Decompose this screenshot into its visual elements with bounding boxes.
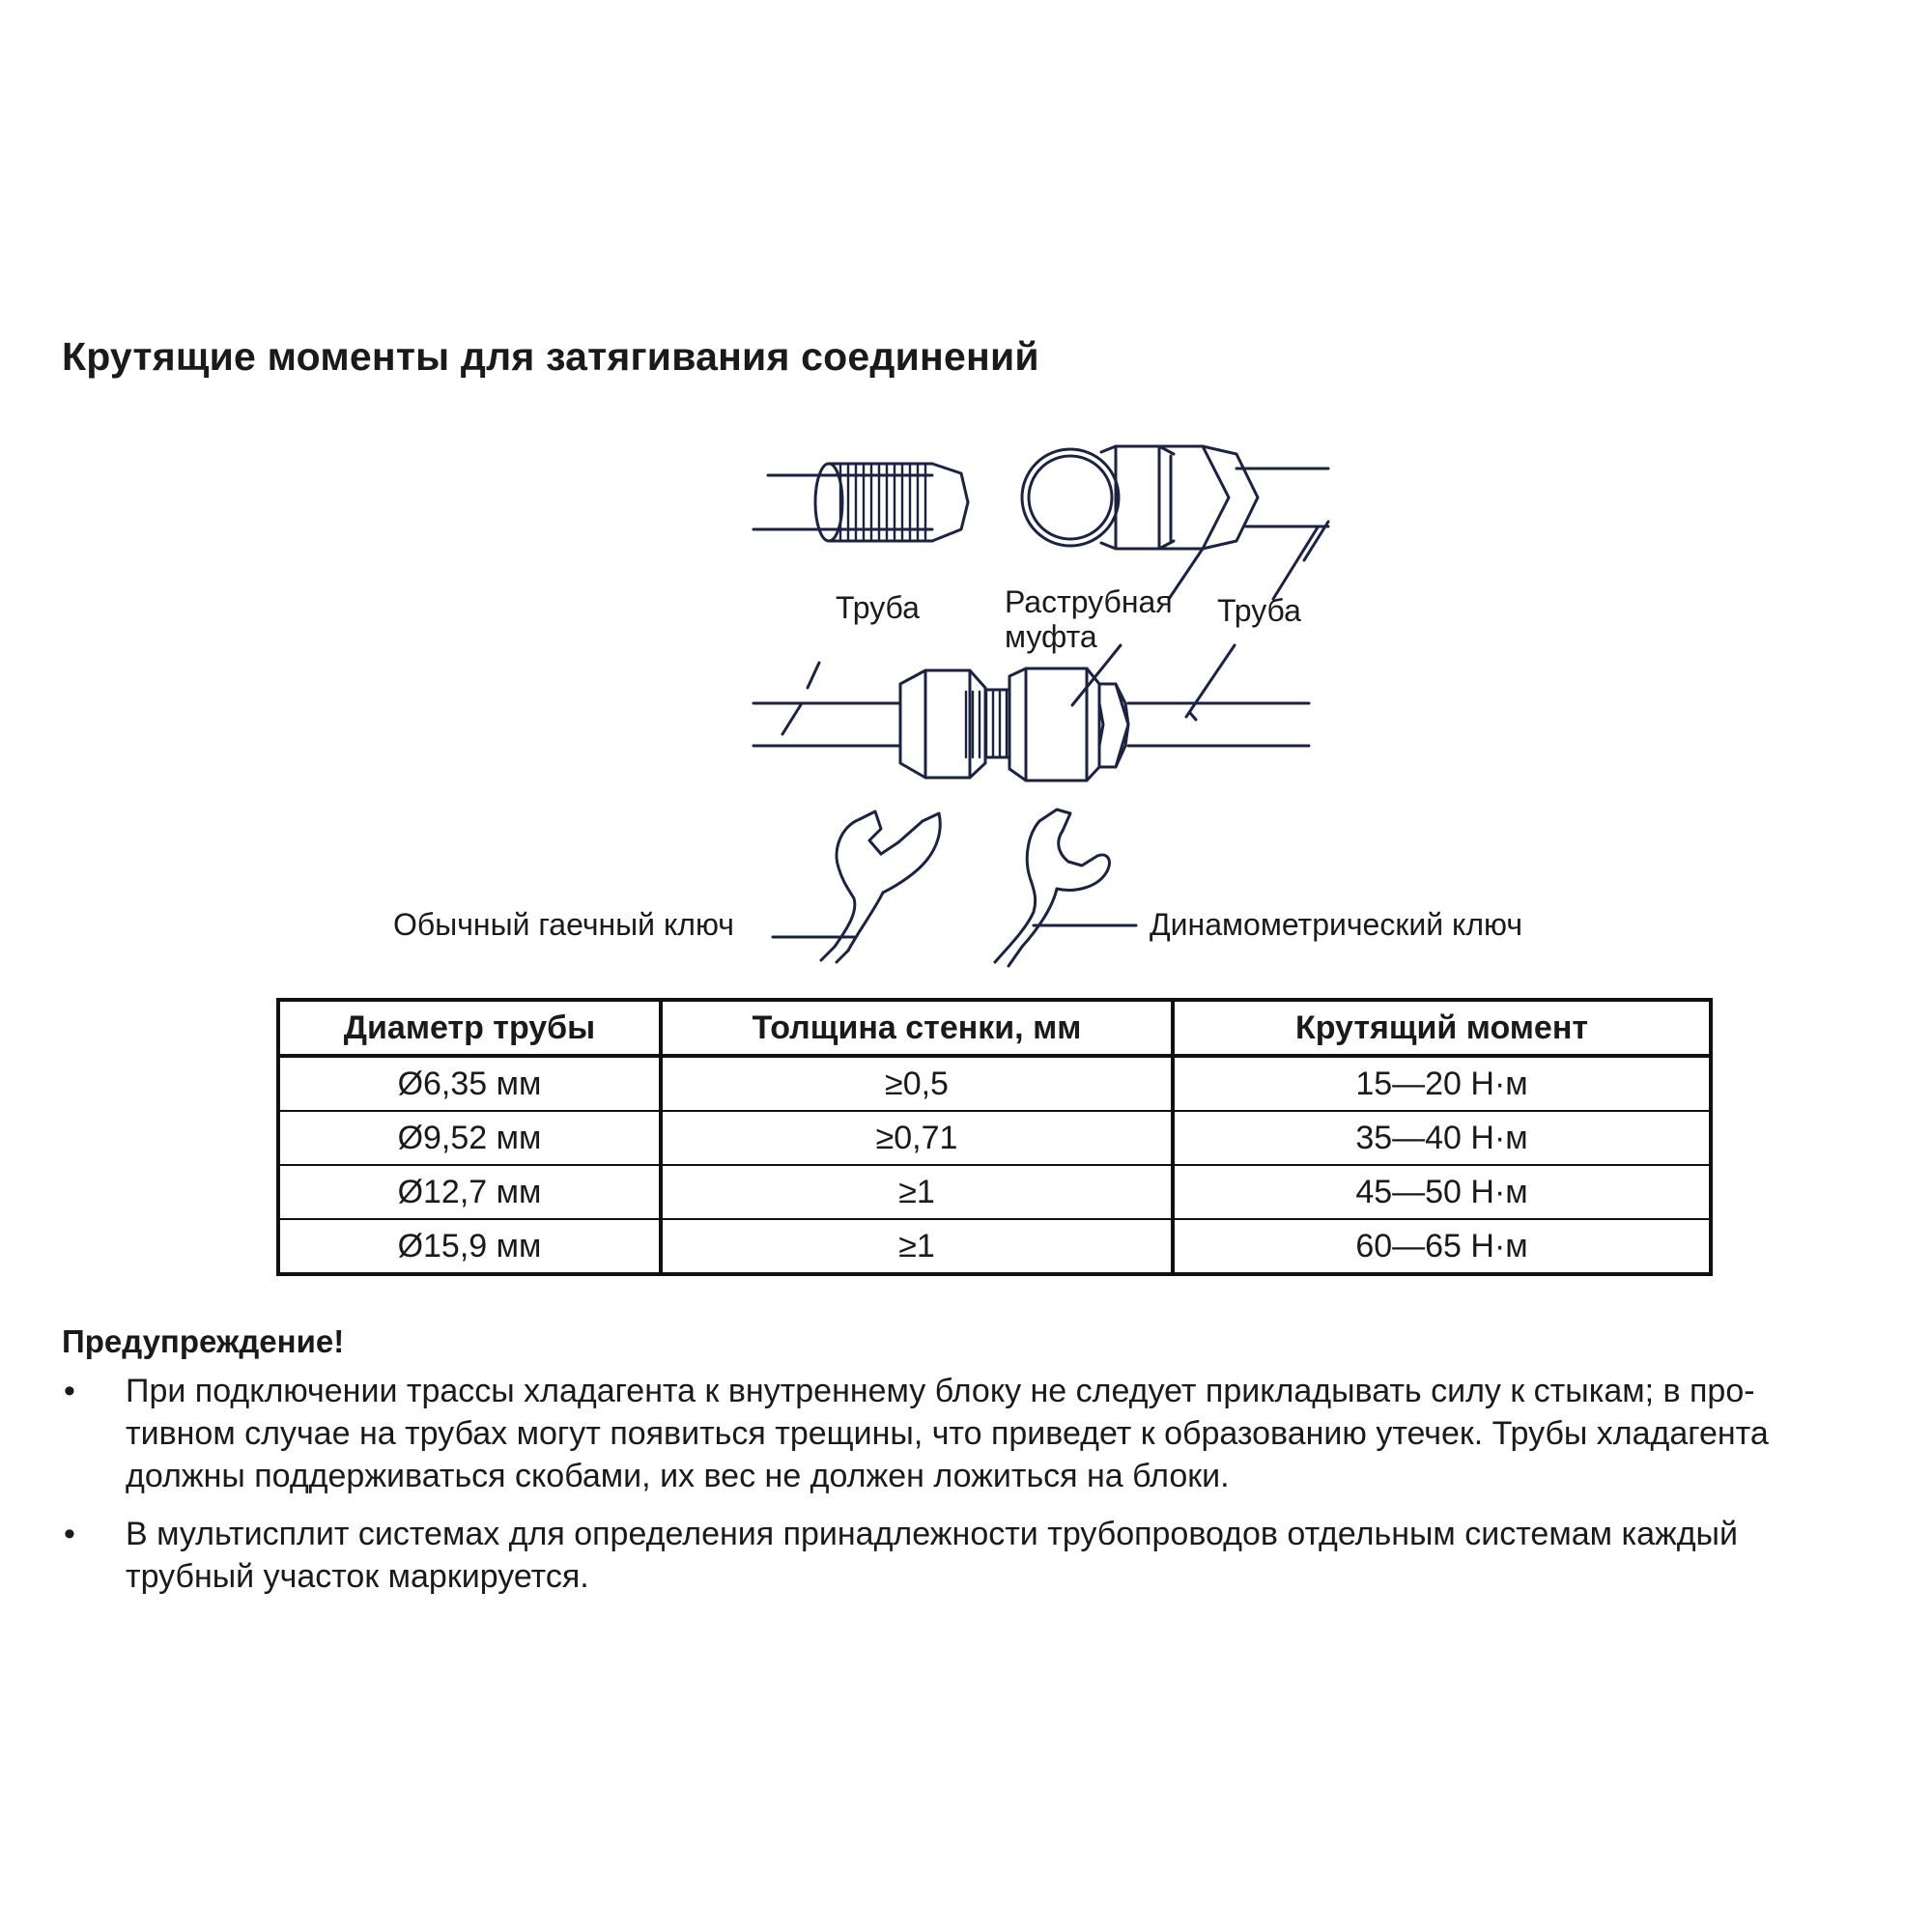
pipe-label-left: Труба [836, 590, 920, 625]
pipe-label-right: Труба [1217, 593, 1301, 628]
cell-diameter: Ø6,35 мм [278, 1056, 661, 1111]
cell-torque: 45—50 Н·м [1173, 1165, 1711, 1219]
bullet-icon: • [64, 1373, 75, 1409]
cell-torque: 15—20 Н·м [1173, 1056, 1711, 1111]
torque-wrench-label: Динамометрический ключ [1150, 907, 1522, 942]
torque-spec-table [276, 998, 1713, 1276]
open-wrench-label: Обычный гаечный ключ [393, 907, 734, 942]
cell-wall-thickness: ≥0,71 [661, 1111, 1173, 1165]
bullet-icon: • [64, 1516, 75, 1552]
open-wrench-illustration [773, 811, 940, 962]
header-wall-thickness: Толщина стенки, мм [661, 1000, 1173, 1056]
list-item [62, 1513, 1917, 1598]
cell-diameter: Ø9,52 мм [278, 1111, 661, 1165]
paragraph-line: В мультисплит системах для определения принадлежности трубопроводов отдельным системам каждый [126, 1516, 1738, 1552]
table-header-row [278, 1000, 1711, 1056]
flare-nut-label-line2: муфта [1005, 619, 1097, 654]
header-pipe-diameter: Диаметр трубы [278, 1000, 661, 1056]
paragraph-line: должны поддерживаться скобами, их вес не должен ложиться на блоки. [126, 1458, 1230, 1494]
flare-nut-illustration [1022, 446, 1328, 599]
paragraph-line: тивном случае на трубах могут появиться трещины, что приведет к образованию утечек. Трубы хладагента [126, 1415, 1769, 1452]
paragraph-line: При подключении трассы хладагента к внутреннему блоку не следует прикладывать силу к стыкам; в про- [126, 1373, 1755, 1409]
table-row [278, 1111, 1711, 1165]
table-row [278, 1056, 1711, 1111]
cell-wall-thickness: ≥1 [661, 1165, 1173, 1219]
warning-title: Предупреждение! [62, 1323, 345, 1359]
cell-wall-thickness: ≥0,5 [661, 1056, 1173, 1111]
table-row [278, 1219, 1711, 1274]
cell-diameter: Ø15,9 мм [278, 1219, 661, 1274]
warning-list [62, 1370, 1917, 1613]
torque-wrench-illustration [995, 810, 1136, 966]
page-title: Крутящие моменты для затягивания соединений [62, 334, 1039, 379]
list-item [62, 1370, 1917, 1497]
cell-wall-thickness: ≥1 [661, 1219, 1173, 1274]
threaded-pipe-illustration [753, 464, 968, 541]
flare-nut-label-line1: Раструбная [1005, 584, 1173, 619]
paragraph-line: трубный участок маркируется. [126, 1558, 589, 1595]
table-row [278, 1165, 1711, 1219]
cell-torque: 35—40 Н·м [1173, 1111, 1711, 1165]
cell-torque: 60—65 Н·м [1173, 1219, 1711, 1274]
cell-diameter: Ø12,7 мм [278, 1165, 661, 1219]
assembled-connection-illustration [753, 645, 1309, 781]
header-torque: Крутящий момент [1173, 1000, 1711, 1056]
